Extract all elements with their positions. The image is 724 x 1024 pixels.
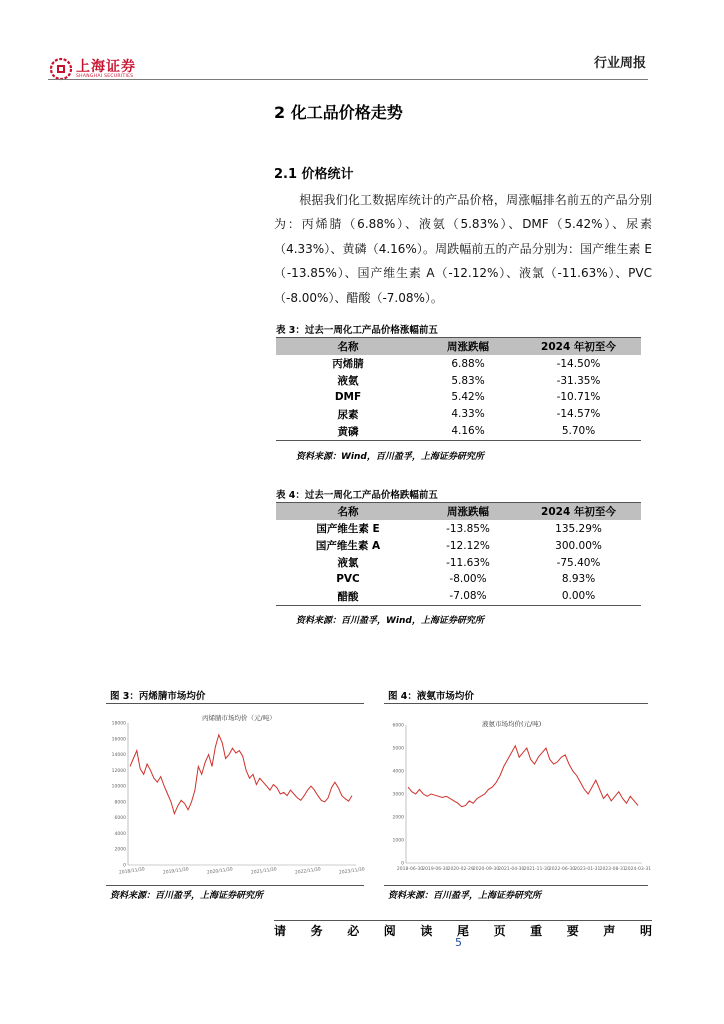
table4-source: 资料来源：百川盈孚，Wind，上海证券研究所	[296, 616, 484, 626]
product-name: 醋酸	[276, 588, 420, 606]
y-tick-label: 10000	[111, 784, 126, 790]
figure3-caption: 图 3：丙烯腈市场均价	[110, 691, 206, 702]
table4-caption: 表 4：过去一周化工产品价格跌幅前五	[276, 490, 438, 501]
footer-char: 阅	[383, 924, 396, 938]
table-header-weekly: 周涨跌幅	[420, 503, 516, 521]
header-divider	[48, 79, 648, 80]
ytd-change: -75.40%	[556, 556, 601, 569]
table-row	[276, 537, 641, 554]
footer-char: 要	[566, 924, 579, 938]
footer-char: 必	[347, 924, 360, 938]
footer-char: 页	[493, 924, 506, 938]
figure3-chart-svg	[106, 705, 364, 883]
weekly-change: -7.08%	[420, 588, 516, 606]
y-tick-label: 2000	[392, 815, 404, 821]
table3-caption: 表 3：过去一周化工产品价格涨幅前五	[276, 325, 438, 336]
price-series-line	[408, 746, 638, 807]
table-header-name: 名称	[276, 503, 420, 521]
product-name: 国产维生素 E	[316, 523, 380, 535]
footer-notice	[274, 922, 652, 939]
ytd-change: 8.93%	[561, 573, 596, 586]
figure4-bottom-rule	[384, 885, 648, 886]
brand-name-en: SHANGHAI SECURITIES	[76, 74, 134, 79]
product-name: 尿素	[337, 408, 359, 421]
y-tick-label: 2000	[114, 847, 126, 853]
table-header-name: 名称	[276, 338, 420, 356]
weekly-change: 6.88%	[451, 357, 485, 370]
table4	[276, 502, 641, 606]
y-tick-label: 5000	[392, 746, 404, 752]
weekly-change: 4.33%	[451, 408, 485, 421]
product-name: 黄磷	[276, 423, 420, 441]
weekly-change: -13.85%	[446, 522, 490, 535]
product-name: DMF	[334, 391, 362, 404]
table-row	[276, 406, 641, 423]
figure3-chart	[106, 705, 364, 883]
figure4-chart	[384, 705, 652, 883]
figure4-chart-svg	[384, 705, 652, 883]
logo-emblem-icon	[50, 58, 72, 80]
table-header-row	[276, 503, 641, 521]
x-tick-label: 2020/11/30	[206, 867, 234, 876]
section-title: 2 化工品价格走势	[274, 103, 403, 122]
table3	[276, 337, 641, 441]
x-tick-label: 2019/11/30	[162, 867, 190, 876]
x-tick-label: 2023/11/30	[338, 867, 366, 876]
weekly-change: -12.12%	[446, 539, 490, 552]
x-tick-label: 2023-08-31	[599, 867, 626, 872]
figure3-top-rule	[106, 703, 364, 704]
x-tick-label: 2022-06-30	[548, 867, 576, 872]
footer-char: 明	[639, 924, 652, 938]
subsection-title: 2.1 价格统计	[274, 167, 354, 182]
table-row	[276, 588, 641, 606]
figure4-top-rule	[384, 703, 648, 704]
ytd-change: -14.50%	[556, 357, 601, 370]
x-tick-label: 2020-09-30	[472, 867, 500, 872]
y-tick-label: 4000	[392, 769, 404, 775]
figure4-source: 资料来源：百川盈孚，上海证券研究所	[388, 891, 542, 901]
table-row	[276, 554, 641, 571]
x-tick-label: 2020-02-29	[447, 867, 474, 872]
y-tick-label: 0	[123, 863, 126, 869]
x-tick-label: 2018/11/30	[118, 867, 146, 876]
figure4-caption: 图 4：液氨市场均价	[388, 691, 474, 702]
y-tick-label: 8000	[114, 800, 126, 806]
summary-paragraph: 根据我们化工数据库统计的产品价格，周涨幅排名前五的产品分别为：丙烯腈（6.88%）、液氨（5.83%）、DMF（5.42%）、尿素（4.33%）、黄磷（4.16%）。周跌幅前五的产品分别为：国产维生素 E（-13.85%）、国产维生素 A（-12.12%）、液氯（-11.63%）、PVC（-8.00%）、醋酸（-7.08%）。	[274, 193, 652, 305]
product-name: PVC	[336, 573, 360, 586]
x-tick-label: 2021-04-30	[498, 867, 525, 872]
table-row	[276, 571, 641, 588]
y-tick-label: 6000	[114, 816, 126, 822]
table-row	[276, 389, 641, 406]
footer-char: 声	[603, 924, 616, 938]
weekly-change: 4.16%	[420, 423, 516, 441]
ytd-change: -31.35%	[556, 374, 601, 387]
ytd-change: 135.29%	[555, 522, 602, 535]
table-row	[276, 355, 641, 372]
brand-name-cn: 上海证券	[76, 59, 136, 75]
x-tick-label: 2023-01-31	[574, 867, 601, 872]
footer-char: 读	[420, 924, 433, 938]
y-tick-label: 12000	[111, 768, 126, 774]
product-name: 液氨	[337, 375, 359, 387]
figure3-bottom-rule	[106, 885, 364, 886]
weekly-change: 5.42%	[451, 391, 485, 404]
x-tick-label: 2024-03-31	[624, 867, 652, 872]
weekly-change: -11.63%	[446, 556, 490, 569]
y-tick-label: 6000	[392, 723, 404, 729]
y-tick-label: 16000	[111, 737, 126, 743]
y-tick-label: 1000	[392, 838, 404, 844]
footer-char: 重	[530, 924, 543, 938]
ytd-change: -14.57%	[556, 408, 601, 421]
report-type: 行业周报	[593, 56, 646, 71]
product-name: 国产维生素 A	[315, 540, 381, 552]
table-row	[276, 423, 641, 441]
footer-char: 请	[274, 924, 287, 938]
product-name: 丙烯腈	[332, 358, 364, 370]
x-tick-label: 2019-06-30	[422, 867, 449, 872]
footer-char: 尾	[456, 924, 469, 938]
x-tick-label: 2021/11/30	[250, 867, 278, 876]
weekly-change: -8.00%	[449, 573, 487, 586]
table-row	[276, 372, 641, 389]
x-tick-label: 2018-06-30	[396, 867, 424, 872]
y-tick-label: 14000	[111, 753, 126, 759]
figure3-chart-title: 丙烯腈市场均价（元/吨）	[202, 714, 276, 722]
page-number: 5	[455, 936, 462, 949]
weekly-change: 5.83%	[451, 374, 485, 387]
figure4-chart-title: 液氨市场均价(元/吨)	[482, 720, 542, 728]
price-series-line	[130, 735, 352, 814]
x-tick-label: 2022/11/30	[294, 867, 322, 876]
table3-source: 资料来源：Wind，百川盈孚，上海证券研究所	[296, 452, 484, 462]
product-name: 液氯	[337, 557, 359, 569]
table-row	[276, 520, 641, 537]
y-tick-label: 4000	[114, 831, 126, 837]
table-header-ytd: 2024 年初至今	[516, 338, 641, 356]
table-header-weekly: 周涨跌幅	[420, 338, 516, 356]
x-tick-label: 2021-11-30	[523, 867, 550, 872]
y-tick-label: 3000	[392, 792, 404, 798]
ytd-change: 300.00%	[555, 539, 602, 552]
ytd-change: 0.00%	[516, 588, 641, 606]
table-header-row	[276, 338, 641, 356]
ytd-change: -10.71%	[556, 391, 601, 404]
y-tick-label: 18000	[111, 721, 126, 727]
y-tick-label: 0	[401, 861, 404, 867]
footer-char: 务	[310, 924, 323, 938]
footer-divider	[274, 920, 652, 921]
figure3-source: 资料来源：百川盈孚，上海证券研究所	[110, 891, 264, 901]
table-header-ytd: 2024 年初至今	[516, 503, 641, 521]
ytd-change: 5.70%	[516, 423, 641, 441]
